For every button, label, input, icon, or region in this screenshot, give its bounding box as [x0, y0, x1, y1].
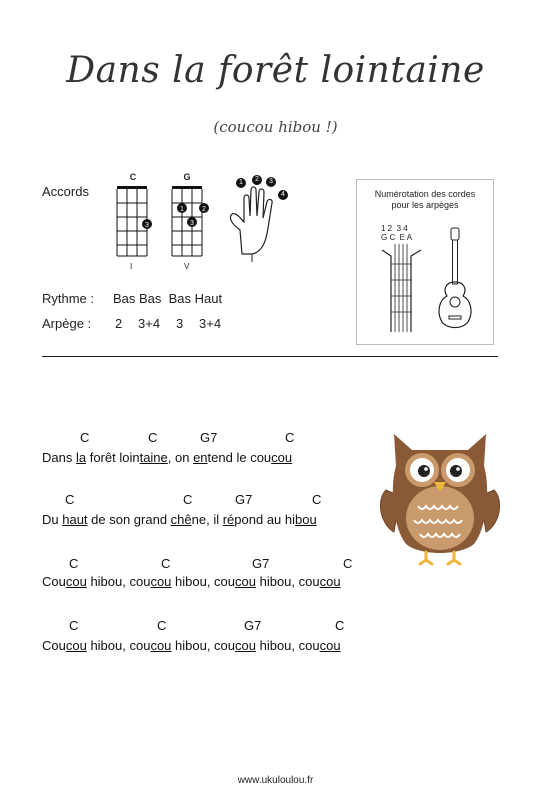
footer-url: www.ukuloulou.fr [237, 775, 314, 786]
svg-text:2: 2 [202, 206, 206, 213]
chord-roman: I [130, 262, 133, 271]
chord-diagram-c [113, 172, 153, 272]
lyric-text: Cou [42, 574, 66, 589]
stressed-syllable: haut [62, 512, 88, 527]
chord-symbol: G7 [200, 430, 218, 445]
lyric-text: hibou, cou [171, 638, 236, 653]
stressed-syllable: cou [150, 574, 172, 589]
string-numbering-title-line1: Numérotation des cordes [374, 189, 476, 199]
stressed-syllable: chê [170, 512, 192, 527]
lyric-text: hibou, cou [86, 638, 151, 653]
string-numbering-title [357, 189, 493, 211]
svg-text:1: 1 [180, 206, 184, 213]
string-numbering-box [356, 179, 494, 345]
lyric-text: hibou, cou [255, 574, 320, 589]
ukulele-neck-icon [377, 244, 427, 336]
chord-symbol: C [69, 556, 79, 571]
stressed-syllable: cou [271, 450, 293, 465]
svg-text:3: 3 [145, 222, 149, 229]
stressed-syllable: la [75, 450, 87, 465]
lyric-text: hibou, cou [255, 638, 320, 653]
lyric-line [42, 638, 341, 653]
string-numbering-title-line2: pour les arpèges [391, 200, 459, 210]
ukulele-icon [433, 226, 477, 336]
chord-symbol: C [161, 556, 171, 571]
lyric-text: Dans [42, 450, 76, 465]
finger-number: 1 [236, 178, 246, 188]
lyric-line [42, 450, 292, 465]
lyric-text: de son grand [87, 512, 171, 527]
chord-symbol: C [80, 430, 90, 445]
stressed-syllable: cou [235, 574, 256, 589]
stressed-syllable: cou [235, 638, 256, 653]
chord-symbol: C [335, 618, 345, 633]
rythme-label: Rythme : [42, 291, 95, 306]
rythme-value: Bas Bas Bas Haut [113, 291, 223, 306]
hand-finger-chart [222, 172, 292, 264]
page-title: Dans la forêt lointaine [66, 50, 485, 91]
svg-text:3: 3 [190, 220, 194, 227]
lyric-line [42, 574, 341, 589]
arpege-value: 3+4 [199, 316, 222, 331]
owl-illustration [378, 426, 502, 568]
lyric-text: , on [167, 450, 194, 465]
chord-name: G [183, 172, 191, 182]
chord-symbol: C [285, 430, 295, 445]
arpege-value: 3+4 [138, 316, 161, 331]
lyric-text: pond au hi [234, 512, 296, 527]
chord-symbol: C [183, 492, 193, 507]
hand-icon [222, 172, 292, 264]
lyric-text: ne, il [191, 512, 223, 527]
arpege-value: 3 [176, 316, 184, 331]
stressed-syllable: cou [65, 638, 87, 653]
stressed-syllable: taine [139, 450, 168, 465]
chord-symbol: G7 [244, 618, 262, 633]
section-divider [42, 356, 498, 357]
finger-number: 2 [252, 175, 262, 185]
chord-name: C [129, 172, 137, 182]
string-letters: G C E A [381, 233, 413, 242]
chord-diagram-g [168, 172, 212, 272]
chord-symbol: C [343, 556, 353, 571]
string-numbers: 1 2 3 4 [381, 224, 408, 233]
lyric-text: hibou, cou [171, 574, 236, 589]
arpege-label: Arpège : [42, 316, 92, 331]
stressed-syllable: cou [65, 574, 87, 589]
lyric-text: tend le cou [207, 450, 272, 465]
lyric-line [42, 512, 317, 527]
chord-symbol: C [157, 618, 167, 633]
lyric-text: Cou [42, 638, 66, 653]
lyric-text: hibou, cou [86, 574, 151, 589]
stressed-syllable: bou [295, 512, 317, 527]
chord-symbol: C [69, 618, 79, 633]
chord-grid [168, 184, 212, 264]
lyric-text: forêt loin [86, 450, 140, 465]
stressed-syllable: ré [222, 512, 235, 527]
stressed-syllable: en [193, 450, 208, 465]
chord-symbol: G7 [252, 556, 270, 571]
lyric-text: Du [42, 512, 63, 527]
chord-grid [113, 184, 153, 264]
chord-symbol: C [65, 492, 75, 507]
chord-roman: V [184, 262, 190, 271]
finger-number: 3 [266, 177, 276, 187]
accords-label: Accords [42, 184, 89, 199]
finger-number: 4 [278, 190, 288, 200]
page-subtitle: (coucou hibou !) [213, 118, 338, 136]
stressed-syllable: cou [319, 638, 341, 653]
chord-symbol: C [148, 430, 158, 445]
chord-symbol: C [312, 492, 322, 507]
arpege-value: 2 [115, 316, 123, 331]
stressed-syllable: cou [150, 638, 172, 653]
chord-symbol: G7 [235, 492, 253, 507]
stressed-syllable: cou [319, 574, 341, 589]
